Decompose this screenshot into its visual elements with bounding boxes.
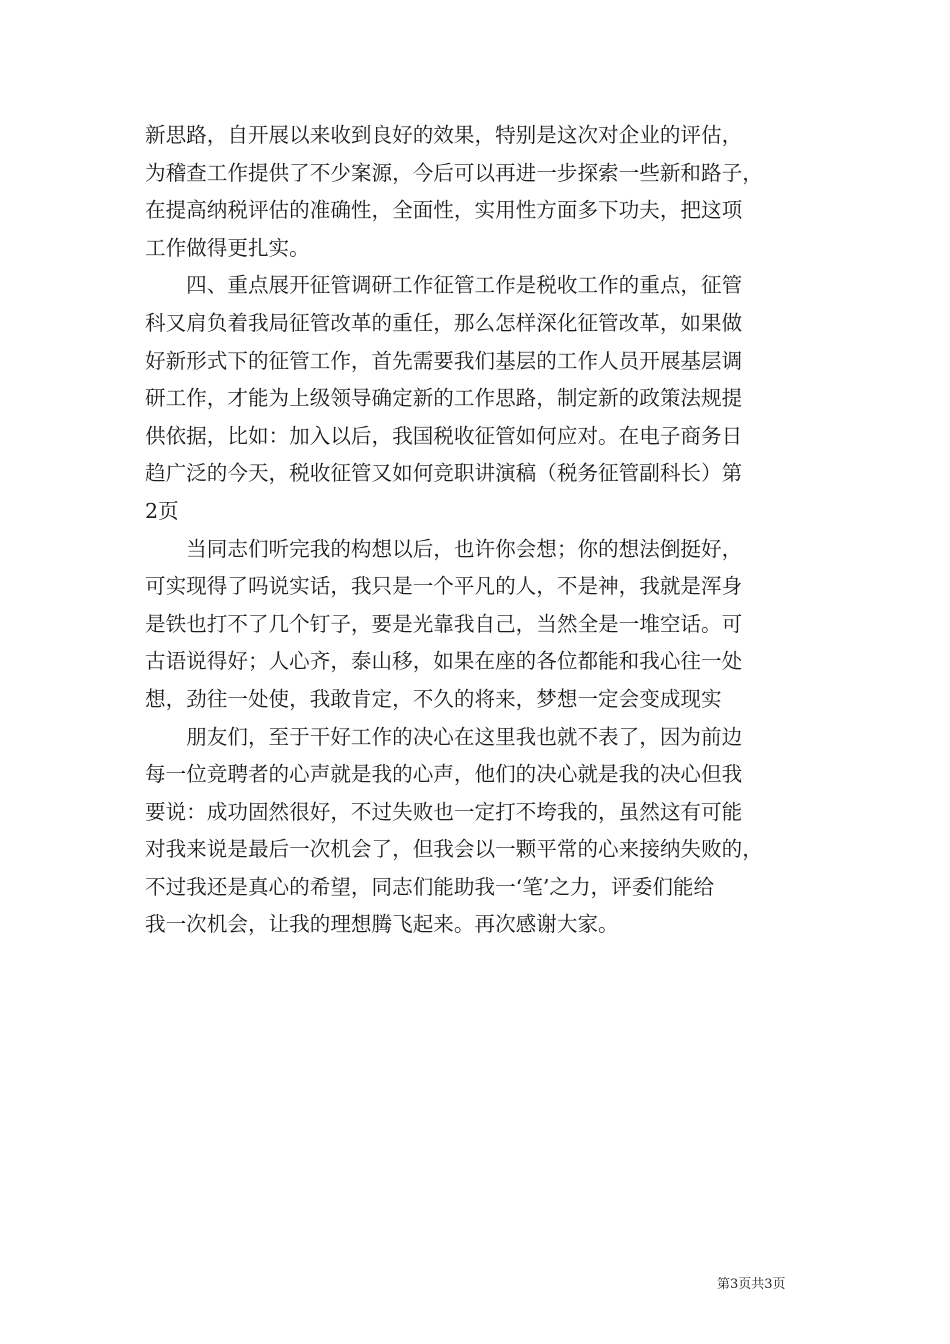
text-line: 要说：成功固然很好，不过失败也一定打不垮我的，虽然这有可能: [145, 799, 743, 824]
text-line: 可实现得了吗说实话，我只是一个平凡的人，不是神，我就是浑身: [145, 574, 743, 599]
text-line: 趋广泛的今天，税收征管又如何竞职讲演稿（税务征管副科长）第: [145, 461, 743, 486]
text-line: 好新形式下的征管工作，首先需要我们基层的工作人员开展基层调: [145, 348, 743, 373]
text-line: 新思路，自开展以来收到良好的效果，特别是这次对企业的评估，: [145, 123, 743, 147]
text-line: 在提高纳税评估的准确性，全面性，实用性方面多下功夫，把这项: [145, 198, 743, 223]
text-line: 当同志们听完我的构想以后，也许你会想；你的想法倒挺好，: [145, 536, 743, 561]
text-line: 为稽查工作提供了不少案源，今后可以再进一步探索一些新和路子，: [145, 160, 763, 185]
document-body: [145, 117, 807, 944]
text-line: 科又肩负着我局征管改革的重任，那么怎样深化征管改革，如果做: [145, 310, 743, 335]
text-line: 2页: [145, 498, 179, 523]
text-line: 我一次机会，让我的理想腾飞起来。再次感谢大家。: [145, 912, 619, 937]
text-line: 朋友们，至于干好工作的决心在这里我也就不表了，因为前边: [145, 724, 743, 749]
text-line: 研工作，才能为上级领导确定新的工作思路，制定新的政策法规提: [145, 386, 743, 411]
text-line: 想，劲往一处使，我敢肯定，不久的将来，梦想一定会变成现实: [145, 686, 722, 711]
text-line: 工作做得更扎实。: [145, 235, 310, 260]
text-line: 四、重点展开征管调研工作征管工作是税收工作的重点，征管: [145, 273, 743, 298]
text-line: 供依据，比如：加入以后，我国税收征管如何应对。在电子商务日: [145, 423, 743, 448]
text-line: 古语说得好；人心齐，泰山移，如果在座的各位都能和我心往一处: [145, 649, 743, 674]
page-number-footer: 第3页共3页: [717, 1277, 786, 1292]
text-line: 每一位竞聘者的心声就是我的心声，他们的决心就是我的决心但我: [145, 762, 743, 787]
text-line: 对我来说是最后一次机会了，但我会以一颗平常的心来接纳失败的，: [145, 837, 763, 862]
text-line: 是铁也打不了几个钉子，要是光靠我自己，当然全是一堆空话。可: [145, 611, 743, 636]
text-line: 不过我还是真心的希望，同志们能助我一‘笔’之力，评委们能给: [145, 874, 715, 899]
